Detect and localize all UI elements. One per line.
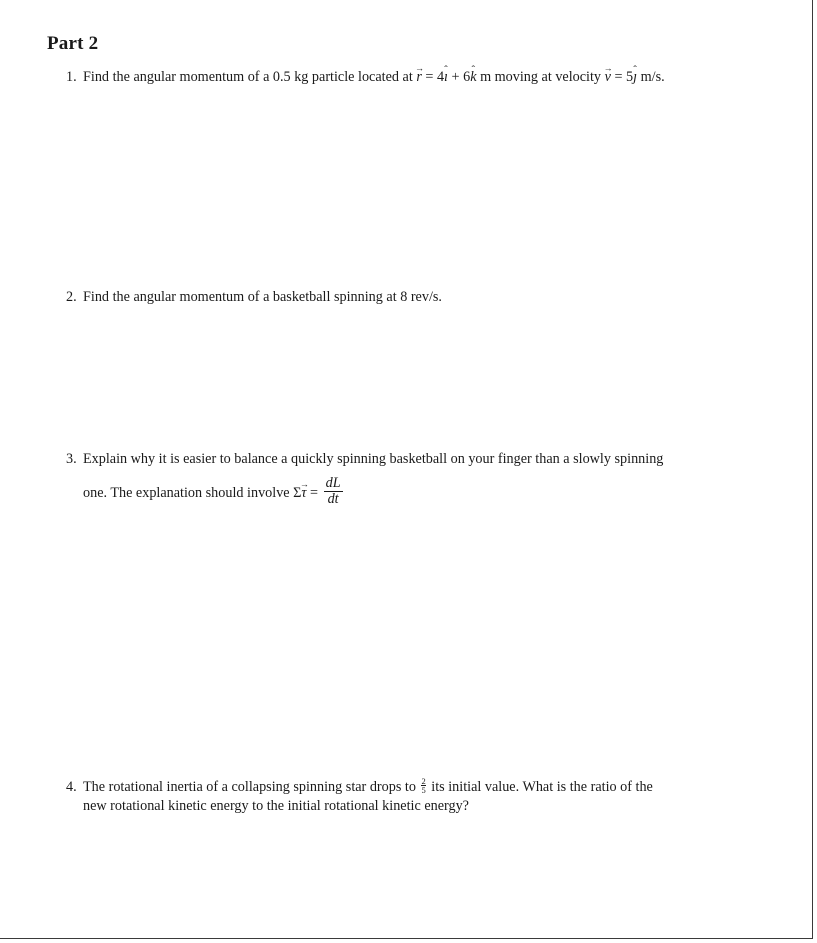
question-number: 3.: [66, 451, 77, 467]
question-text: Find the angular momentum of a 0.5 kg particle located at: [83, 69, 417, 85]
position-vector-symbol: r →: [416, 68, 422, 87]
equation-part: =: [306, 484, 322, 501]
fraction-numerator: 2: [421, 776, 426, 787]
question-number: 4.: [66, 779, 77, 795]
unit-vector-j: ȷ ˆ: [633, 68, 637, 87]
question-line-1: [66, 450, 746, 469]
question-text: m moving at velocity: [476, 69, 605, 85]
question-line-2: [66, 475, 746, 509]
two-fifths-fraction: [421, 777, 425, 794]
question-text: one. The explanation should involve Σ: [83, 484, 302, 501]
question-line-1: [66, 778, 746, 797]
question-number: 1.: [66, 69, 77, 85]
question-4: [66, 778, 746, 816]
question-2: [66, 288, 746, 307]
velocity-vector-symbol: v →: [605, 68, 611, 87]
fraction-denominator: 5: [421, 785, 426, 796]
question-text: m/s.: [637, 69, 665, 85]
dl-dt-fraction: [324, 476, 343, 507]
question-line-2: [66, 797, 746, 816]
fraction-numerator: dL: [325, 475, 341, 491]
unit-vector-k: k ˆ: [470, 68, 476, 87]
equation-part: + 6: [448, 69, 471, 85]
equation-part: = 4: [421, 69, 445, 85]
question-1: [66, 68, 746, 87]
torque-vector-symbol: τ →: [301, 484, 306, 503]
fraction-denominator: dt: [327, 491, 339, 507]
question-text: Find the angular momentum of a basketball spinning at 8 rev/s.: [83, 289, 442, 305]
unit-vector-i: ı ˆ: [444, 68, 448, 87]
question-text: new rotational kinetic energy to the initial rotational kinetic energy?: [83, 798, 469, 814]
question-text: its initial value. What is the ratio of the: [427, 779, 653, 795]
question-3: [66, 450, 746, 509]
section-heading: Part 2: [47, 33, 99, 54]
question-number: 2.: [66, 289, 77, 305]
equation-part: = 5: [610, 69, 634, 85]
question-text: The rotational inertia of a collapsing spinning star drops to: [83, 779, 420, 795]
question-text: Explain why it is easier to balance a quickly spinning basketball on your finger than a slowly spinning: [83, 451, 664, 467]
